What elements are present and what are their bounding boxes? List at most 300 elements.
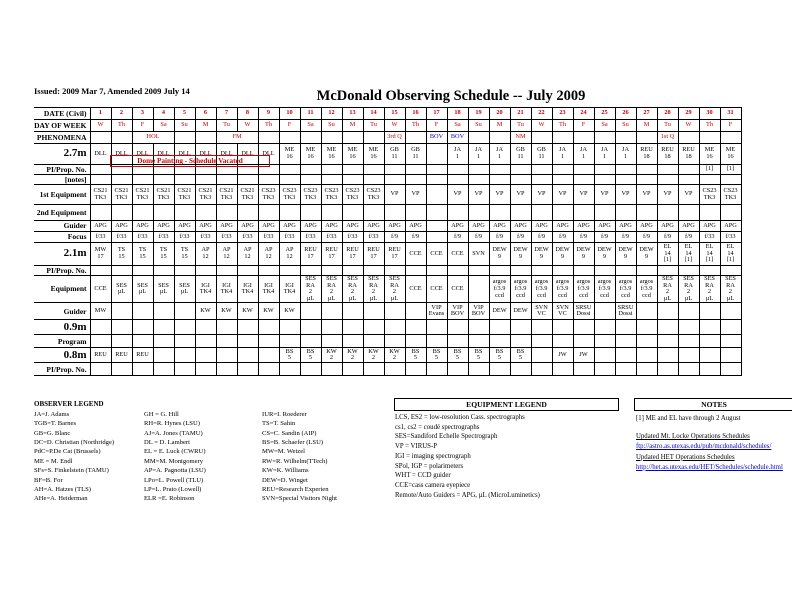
phenomena-hol: HOL: [132, 132, 174, 144]
t27-eq1-8[interactable]: CS21 TK3: [237, 185, 258, 205]
t27-eq1-4[interactable]: CS21 TK3: [153, 185, 174, 205]
t08-program-29[interactable]: [678, 348, 699, 363]
t27-pi-25[interactable]: JA 1: [594, 144, 615, 165]
t27-pi-18[interactable]: JA 1: [447, 144, 468, 165]
t27-eq1-14[interactable]: CS23 TK3: [363, 185, 384, 205]
t08-program-2[interactable]: REU: [111, 348, 132, 363]
date-cell-17[interactable]: 17: [426, 108, 447, 120]
t27-note-19: [468, 165, 489, 175]
observer-entry-b-5: EL = E. Luck (CWRU): [144, 448, 206, 456]
observer-legend-col-1: [34, 410, 144, 504]
t27-eq1-25[interactable]: VP: [594, 185, 615, 205]
row-label-phenomena: PHENOMENA: [34, 132, 90, 144]
t27-pi-12[interactable]: ME 16: [321, 144, 342, 165]
date-cell-12[interactable]: 12: [321, 108, 342, 120]
t21-eq-20[interactable]: argos f/3.9 ccd: [489, 276, 510, 303]
dow-cell-12: Su: [321, 120, 342, 132]
dow-cell-29: W: [678, 120, 699, 132]
t27-eq2-9: [258, 205, 279, 221]
t21-pi-29[interactable]: EL 14 [1]: [678, 243, 699, 266]
t21-prop-8: [237, 266, 258, 276]
dow-cell-21: Tu: [510, 120, 531, 132]
dow-cell-11: Sa: [300, 120, 321, 132]
row-label-date: DATE (Civil): [34, 108, 90, 120]
t27-eq1-18[interactable]: VP: [447, 185, 468, 205]
t21-prop-22: [531, 266, 552, 276]
observer-entry-a-5: PdC=P.De Cat (Brussels): [34, 448, 101, 456]
t27-pi-21[interactable]: GB 11: [510, 144, 531, 165]
date-cell-18[interactable]: 18: [447, 108, 468, 120]
t27-eq1-24[interactable]: VP: [573, 185, 594, 205]
t09-cell-28: [657, 320, 678, 335]
t21-pi-2[interactable]: TS 15: [111, 243, 132, 266]
t27-guider-25: APG: [594, 221, 615, 232]
t27-eq1-7[interactable]: CS21 TK3: [216, 185, 237, 205]
t27-pi-31[interactable]: ME 16: [720, 144, 741, 165]
t21-pi-3[interactable]: TS 15: [132, 243, 153, 266]
t08-program-30[interactable]: [699, 348, 720, 363]
t08-program-15[interactable]: KW 2: [384, 348, 405, 363]
t27-eq1-3[interactable]: CS21 TK3: [132, 185, 153, 205]
t27-blank-23: [552, 175, 573, 185]
t08-program-7[interactable]: [216, 348, 237, 363]
t21-pi-17[interactable]: CCE: [426, 243, 447, 266]
t27-focus-2: f/33: [111, 232, 132, 243]
t21-eq-30[interactable]: SES RA 2 µL: [699, 276, 720, 303]
t21-guider-19: VIP BOV: [468, 303, 489, 320]
t27-blank-25: [594, 175, 615, 185]
t21-eq-3[interactable]: SES µL: [132, 276, 153, 303]
t21-pi-7[interactable]: AP 12: [216, 243, 237, 266]
t27-eq1-5[interactable]: CS21 TK3: [174, 185, 195, 205]
t27-pi-20[interactable]: JA 1: [489, 144, 510, 165]
t27-eq1-17[interactable]: [426, 185, 447, 205]
t21-pi-25[interactable]: DEW 9: [594, 243, 615, 266]
date-cell-15[interactable]: 15: [384, 108, 405, 120]
phenomena-cell-6: [195, 132, 216, 144]
dow-cell-20: M: [489, 120, 510, 132]
t21-prop-19: [468, 266, 489, 276]
page-title: [0, 88, 792, 105]
t27-pi-22[interactable]: GB 11: [531, 144, 552, 165]
t27-guider-21: APG: [510, 221, 531, 232]
t27-eq1-21[interactable]: VP: [510, 185, 531, 205]
date-cell-8[interactable]: 8: [237, 108, 258, 120]
t08-program-23[interactable]: JW: [552, 348, 573, 363]
t21-eq-5[interactable]: SES µL: [174, 276, 195, 303]
date-cell-13[interactable]: 13: [342, 108, 363, 120]
t27-pi-14[interactable]: ME 16: [363, 144, 384, 165]
t27-blank-28: [657, 175, 678, 185]
t21-pi-18[interactable]: CCE: [447, 243, 468, 266]
table-row: [34, 175, 741, 185]
t21-eq-31[interactable]: SES RA 2 µL: [720, 276, 741, 303]
t08-program-8[interactable]: [237, 348, 258, 363]
t08-prop-15: [384, 363, 405, 376]
t21-pi-6[interactable]: AP 12: [195, 243, 216, 266]
t27-eq1-31[interactable]: CS23 TK3: [720, 185, 741, 205]
t21-eq-10[interactable]: IGI TK4: [279, 276, 300, 303]
t27-pi-6[interactable]: DLL: [195, 144, 216, 165]
t27-eq1-28[interactable]: VP: [657, 185, 678, 205]
t27-eq1-12[interactable]: CS23 TK3: [321, 185, 342, 205]
date-cell-2[interactable]: 2: [111, 108, 132, 120]
t08-program-18[interactable]: BS 5: [447, 348, 468, 363]
t21-pi-13[interactable]: REU 17: [342, 243, 363, 266]
t27-eq1-9[interactable]: CS23 TK3: [258, 185, 279, 205]
phenomena-bov: BOV: [426, 132, 447, 144]
t27-guider-9: APG: [258, 221, 279, 232]
t21-eq-12[interactable]: SES RA 2 µL: [321, 276, 342, 303]
t27-pi-4[interactable]: DLL: [153, 144, 174, 165]
t08-prop-2: [111, 363, 132, 376]
t27-eq1-1[interactable]: CS21 TK3: [90, 185, 111, 205]
date-cell-28[interactable]: 28: [657, 108, 678, 120]
t08-program-13[interactable]: KW 2: [342, 348, 363, 363]
t21-pi-22[interactable]: DEW 9: [531, 243, 552, 266]
t27-pi-9[interactable]: DLL: [258, 144, 279, 165]
t21-prop-26: [615, 266, 636, 276]
t27-eq2-17: [426, 205, 447, 221]
t21-eq-15[interactable]: SES RA 2 µL: [384, 276, 405, 303]
t27-focus-8: f/33: [237, 232, 258, 243]
t21-guider-21: DEW: [510, 303, 531, 320]
t21-pi-31[interactable]: EL 14 [1]: [720, 243, 741, 266]
t27-eq1-23[interactable]: VP: [552, 185, 573, 205]
notes-title: NOTES: [634, 398, 792, 411]
t27-eq1-19[interactable]: VP: [468, 185, 489, 205]
t21-guider-5: [174, 303, 195, 320]
notes-link-label-1[interactable]: Updated Mt. Locke Operations Schedules: [636, 433, 750, 441]
date-cell-16[interactable]: 16: [405, 108, 426, 120]
t27-eq1-2[interactable]: CS21 TK3: [111, 185, 132, 205]
t21-guider-13: [342, 303, 363, 320]
t27-focus-27: f/9: [636, 232, 657, 243]
t27-focus-16: f/9: [405, 232, 426, 243]
notes-link-label-3[interactable]: Updated HET Operations Schedules: [636, 453, 735, 461]
row-label-eq2: 2nd Equipment: [34, 205, 90, 221]
t27-eq2-18: [447, 205, 468, 221]
t08-program-21[interactable]: BS 5: [510, 348, 531, 363]
date-cell-1[interactable]: 1: [90, 108, 111, 120]
t27-pi-1[interactable]: DLL: [90, 144, 111, 165]
t21-prop-29: [678, 266, 699, 276]
t09-cell-6: [195, 320, 216, 335]
t08-program-3[interactable]: REU: [132, 348, 153, 363]
t21-eq-8[interactable]: IGI TK4: [237, 276, 258, 303]
t27-eq2-20: [489, 205, 510, 221]
t08-program-28[interactable]: [657, 348, 678, 363]
date-cell-9[interactable]: 9: [258, 108, 279, 120]
t08-program-12[interactable]: KW 2: [321, 348, 342, 363]
t08-program-10[interactable]: BS 5: [279, 348, 300, 363]
t09-cell-20: [489, 320, 510, 335]
phenomena-cell-12: [321, 132, 342, 144]
t21-pi-27[interactable]: DEW 9: [636, 243, 657, 266]
observer-entry-c-7: KW=K. Williams: [262, 467, 309, 475]
t27-blank-26: [615, 175, 636, 185]
t08-program-16[interactable]: BS 5: [405, 348, 426, 363]
date-cell-30[interactable]: 30: [699, 108, 720, 120]
t08-program-17[interactable]: BS 5: [426, 348, 447, 363]
t08-prop-25: [594, 363, 615, 376]
table-row: [34, 303, 741, 320]
t27-eq1-16[interactable]: VP: [405, 185, 426, 205]
t09-program-8: [237, 335, 258, 348]
t27-pi-19[interactable]: JA 1: [468, 144, 489, 165]
t21-pi-5[interactable]: TS 15: [174, 243, 195, 266]
t21-pi-1[interactable]: MW 17: [90, 243, 111, 266]
t09-program-22: [531, 335, 552, 348]
t09-cell-2: [111, 320, 132, 335]
t21-guider-24: SRSU Dossi: [573, 303, 594, 320]
dow-cell-1: W: [90, 120, 111, 132]
t21-eq-24[interactable]: argos f/3.9 ccd: [573, 276, 594, 303]
t08-program-6[interactable]: [195, 348, 216, 363]
t27-blank-12: [321, 175, 342, 185]
t08-program-26[interactable]: [615, 348, 636, 363]
t21-eq-27[interactable]: argos f/3.9 ccd: [636, 276, 657, 303]
table-row: [34, 132, 741, 144]
dow-cell-26: Su: [615, 120, 636, 132]
t09-cell-22: [531, 320, 552, 335]
observer-entry-a-3: GB=G. Blanc: [34, 429, 71, 437]
t27-pi-29[interactable]: REU 18: [678, 144, 699, 165]
t27-eq2-1: [90, 205, 111, 221]
date-cell-7[interactable]: 7: [216, 108, 237, 120]
t21-prop-1: [90, 266, 111, 276]
t08-program-31[interactable]: [720, 348, 741, 363]
t08-program-5[interactable]: [174, 348, 195, 363]
t27-guider-30: APG: [699, 221, 720, 232]
t21-pi-16[interactable]: CCE: [405, 243, 426, 266]
t21-pi-23[interactable]: DEW 9: [552, 243, 573, 266]
t21-pi-21[interactable]: DEW 9: [510, 243, 531, 266]
t21-pi-4[interactable]: TS 15: [153, 243, 174, 266]
date-cell-3[interactable]: 3: [132, 108, 153, 120]
t27-pi-16[interactable]: GB 11: [405, 144, 426, 165]
t27-blank-7: [216, 175, 237, 185]
t21-guider-2: [111, 303, 132, 320]
t21-eq-1[interactable]: CCE: [90, 276, 111, 303]
t27-focus-25: f/9: [594, 232, 615, 243]
t27-pi-5[interactable]: DLL: [174, 144, 195, 165]
t08-program-20[interactable]: BS 5: [489, 348, 510, 363]
t27-eq1-30[interactable]: CS23 TK3: [699, 185, 720, 205]
date-cell-23[interactable]: 23: [552, 108, 573, 120]
t08-program-25[interactable]: [594, 348, 615, 363]
date-cell-4[interactable]: 4: [153, 108, 174, 120]
date-cell-27[interactable]: 27: [636, 108, 657, 120]
t27-note-30: [1]: [699, 165, 720, 175]
row-label-t27: 2.7m: [34, 144, 90, 165]
t21-pi-12[interactable]: REU 17: [321, 243, 342, 266]
t09-program-25: [594, 335, 615, 348]
t21-pi-20[interactable]: DEW 9: [489, 243, 510, 266]
t27-note-31: [1]: [720, 165, 741, 175]
notes-link-url-4[interactable]: http://het.as.utexas.edu/HET/Schedules/schedule.html: [636, 463, 783, 471]
t21-eq-25[interactable]: argos f/3.9 ccd: [594, 276, 615, 303]
t21-pi-30[interactable]: EL 14 [1]: [699, 243, 720, 266]
t21-eq-29[interactable]: SES RA 2 µL: [678, 276, 699, 303]
t09-program-29: [678, 335, 699, 348]
t27-note-11: [300, 165, 321, 175]
t21-eq-13[interactable]: SES RA 2 µL: [342, 276, 363, 303]
t27-pi-13[interactable]: ME 16: [342, 144, 363, 165]
t27-pi-23[interactable]: JA 1: [552, 144, 573, 165]
t21-eq-17[interactable]: CCE: [426, 276, 447, 303]
date-cell-24[interactable]: 24: [573, 108, 594, 120]
t21-pi-24[interactable]: DEW 9: [573, 243, 594, 266]
t27-pi-15[interactable]: GB 11: [384, 144, 405, 165]
t27-pi-17[interactable]: [426, 144, 447, 165]
t08-prop-20: [489, 363, 510, 376]
t08-program-22[interactable]: [531, 348, 552, 363]
t27-eq1-13[interactable]: CS23 TK3: [342, 185, 363, 205]
dow-cell-27: M: [636, 120, 657, 132]
date-cell-14[interactable]: 14: [363, 108, 384, 120]
observer-entry-b-6: MM=M. Montgomery: [144, 457, 204, 465]
t27-pi-24[interactable]: JA 1: [573, 144, 594, 165]
dow-cell-23: Th: [552, 120, 573, 132]
phenomena-bov: BOV: [447, 132, 468, 144]
t21-eq-26[interactable]: argos f/3.9 ccd: [615, 276, 636, 303]
t21-eq-7[interactable]: IGI TK4: [216, 276, 237, 303]
t21-pi-9[interactable]: AP 12: [258, 243, 279, 266]
t09-program-16: [405, 335, 426, 348]
t21-guider-28: [657, 303, 678, 320]
t21-pi-8[interactable]: AP 12: [237, 243, 258, 266]
dow-cell-15: W: [384, 120, 405, 132]
t21-eq-6[interactable]: IGI TK4: [195, 276, 216, 303]
t21-guider-31: [720, 303, 741, 320]
t21-pi-28[interactable]: EL 14 [1]: [657, 243, 678, 266]
t27-eq1-11[interactable]: CS23 TK3: [300, 185, 321, 205]
observer-entry-b-7: AP=A. Pagnotta (LSU): [144, 467, 206, 475]
notes-link-url-2[interactable]: ftp://astro.as.utexas.edu/pub/mcdonald/schedules/: [636, 443, 772, 451]
t21-eq-2[interactable]: SES µL: [111, 276, 132, 303]
t21-eq-18[interactable]: CCE: [447, 276, 468, 303]
t08-program-11[interactable]: BS 5: [300, 348, 321, 363]
t21-pi-10[interactable]: AP 12: [279, 243, 300, 266]
t08-program-14[interactable]: KW 2: [363, 348, 384, 363]
t21-guider-17: VIP Evans: [426, 303, 447, 320]
t27-eq1-15[interactable]: VP: [384, 185, 405, 205]
t21-guider-6: KW: [195, 303, 216, 320]
t08-prop-27: [636, 363, 657, 376]
t27-pi-10[interactable]: ME 16: [279, 144, 300, 165]
t27-guider-19: APG: [468, 221, 489, 232]
t08-program-1[interactable]: REU: [90, 348, 111, 363]
t08-program-27[interactable]: [636, 348, 657, 363]
t08-program-4[interactable]: [153, 348, 174, 363]
t08-prop-30: [699, 363, 720, 376]
t27-eq1-20[interactable]: VP: [489, 185, 510, 205]
t09-cell-24: [573, 320, 594, 335]
observer-entry-a-10: AHe=A. Heiderman: [34, 495, 88, 503]
date-cell-5[interactable]: 5: [174, 108, 195, 120]
t21-pi-11[interactable]: REU 17: [300, 243, 321, 266]
t21-pi-19[interactable]: SVN: [468, 243, 489, 266]
date-cell-25[interactable]: 25: [594, 108, 615, 120]
t21-eq-11[interactable]: SES RA 2 µL: [300, 276, 321, 303]
equipment-entry-4: VP = VIRUS-P: [395, 443, 437, 451]
t27-pi-3[interactable]: DLL: [132, 144, 153, 165]
phenomena-fm: FM: [216, 132, 258, 144]
phenomena-cell-31: [720, 132, 741, 144]
t21-guider-27: [636, 303, 657, 320]
t08-prop-10: [279, 363, 300, 376]
t21-eq-14[interactable]: SES RA 2 µL: [363, 276, 384, 303]
observer-entry-a-6: ME = M. Endl: [34, 457, 73, 465]
t27-focus-17: [426, 232, 447, 243]
t27-pi-7[interactable]: DLL: [216, 144, 237, 165]
t27-eq1-10[interactable]: CS23 TK3: [279, 185, 300, 205]
date-cell-6[interactable]: 6: [195, 108, 216, 120]
notes-box: [634, 398, 792, 473]
t27-eq1-29[interactable]: VP: [678, 185, 699, 205]
t27-pi-28[interactable]: REU 18: [657, 144, 678, 165]
t27-guider-16: APG: [405, 221, 426, 232]
t21-eq-9[interactable]: IGI TK4: [258, 276, 279, 303]
t27-pi-27[interactable]: REU 18: [636, 144, 657, 165]
t27-eq1-6[interactable]: CS21 TK3: [195, 185, 216, 205]
t27-eq1-22[interactable]: VP: [531, 185, 552, 205]
t21-eq-23[interactable]: argos f/3.9 ccd: [552, 276, 573, 303]
t27-pi-8[interactable]: DLL: [237, 144, 258, 165]
t08-program-19[interactable]: BS 5: [468, 348, 489, 363]
t08-program-24[interactable]: JW: [573, 348, 594, 363]
t21-eq-28[interactable]: SES RA 2 µL: [657, 276, 678, 303]
t27-eq1-26[interactable]: VP: [615, 185, 636, 205]
t21-pi-15[interactable]: REU 17: [384, 243, 405, 266]
date-cell-20[interactable]: 20: [489, 108, 510, 120]
dow-cell-4: Sa: [153, 120, 174, 132]
date-cell-22[interactable]: 22: [531, 108, 552, 120]
t27-note-22: [531, 165, 552, 175]
t21-pi-14[interactable]: REU 17: [363, 243, 384, 266]
t21-guider-9: KW: [258, 303, 279, 320]
t09-program-9: [258, 335, 279, 348]
t27-guider-1: APG: [90, 221, 111, 232]
date-cell-21[interactable]: 21: [510, 108, 531, 120]
row-label-eq1: 1st Equipment: [34, 185, 90, 205]
date-cell-10[interactable]: 10: [279, 108, 300, 120]
t27-pi-11[interactable]: ME 16: [300, 144, 321, 165]
t21-eq-21[interactable]: argos f/3.9 ccd: [510, 276, 531, 303]
t27-pi-26[interactable]: JA 1: [615, 144, 636, 165]
date-cell-29[interactable]: 29: [678, 108, 699, 120]
t27-pi-2[interactable]: DLL: [111, 144, 132, 165]
date-cell-11[interactable]: 11: [300, 108, 321, 120]
t21-eq-19[interactable]: [468, 276, 489, 303]
t08-program-9[interactable]: [258, 348, 279, 363]
dow-cell-10: F: [279, 120, 300, 132]
t21-prop-12: [321, 266, 342, 276]
t27-blank-24: [573, 175, 594, 185]
t21-pi-26[interactable]: DEW 9: [615, 243, 636, 266]
t21-eq-22[interactable]: argos f/3.9 ccd: [531, 276, 552, 303]
t27-pi-30[interactable]: ME 16: [699, 144, 720, 165]
date-cell-19[interactable]: 19: [468, 108, 489, 120]
dow-cell-14: Tu: [363, 120, 384, 132]
t27-eq1-27[interactable]: VP: [636, 185, 657, 205]
date-cell-26[interactable]: 26: [615, 108, 636, 120]
date-cell-31[interactable]: 31: [720, 108, 741, 120]
t27-blank-29: [678, 175, 699, 185]
t21-eq-4[interactable]: SES µL: [153, 276, 174, 303]
t21-eq-16[interactable]: CCE: [405, 276, 426, 303]
